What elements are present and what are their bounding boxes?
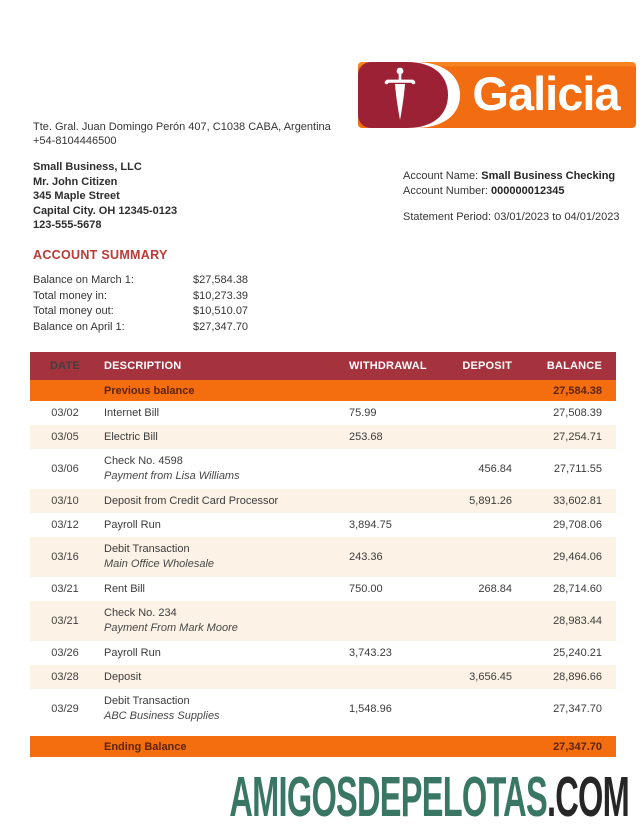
txn-deposit: 5,891.26 [469,495,512,507]
statement-period: Statement Period: 03/01/2023 to 04/01/2023 [403,211,620,223]
header-withdrawal: WITHDRAWAL [349,360,427,372]
previous-balance-row [30,380,616,401]
txn-date: 03/21 [51,615,79,627]
txn-date: 03/12 [51,519,79,531]
summary-label: Total money in: [33,289,107,302]
txn-description [100,670,345,685]
summary-row [33,289,363,305]
txn-description [100,430,345,445]
summary-row [33,320,363,336]
txn-balance: 28,714.60 [553,583,602,595]
table-row [30,689,616,729]
txn-description-memo: Payment From Mark Moore [104,622,238,634]
summary-label: Total money out: [33,305,114,317]
txn-date: 03/05 [51,431,79,443]
txn-description-main: Payroll Run [104,518,161,531]
footer-brand-suffix: .COM [546,766,629,829]
txn-description [100,494,345,509]
account-number-label: Account Number: [403,184,492,197]
customer-line: 345 Maple Street [33,190,120,202]
txn-description-main: Debit Transaction [104,695,190,707]
txn-balance: 33,602.81 [553,495,602,507]
transaction-table [30,352,616,757]
customer-line: Small Business, LLC [33,161,142,173]
table-row [30,537,616,577]
txn-description-main: Internet Bill [104,406,160,419]
header-description: DESCRIPTION [104,360,182,372]
table-row [30,425,616,449]
txn-deposit: 456.84 [478,463,512,475]
customer-address-block [33,160,177,233]
txn-balance: 27,508.39 [553,407,602,419]
galicia-logo [358,62,636,128]
txn-balance: 28,896.66 [553,671,602,683]
footer-watermark [229,766,629,830]
table-row [30,513,616,537]
header-deposit: DEPOSIT [462,360,512,372]
previous-balance-label: Previous balance [104,384,195,397]
header-balance: BALANCE [546,360,602,372]
header-date: DATE [50,360,80,372]
txn-withdrawal: 75.99 [349,407,377,419]
galicia-wordmark: Galicia [472,67,620,120]
txn-description [100,406,345,421]
txn-description-main: Check No. 4598 [104,455,183,467]
txn-withdrawal: 1,548.96 [349,703,392,715]
txn-deposit: 268.84 [478,583,512,595]
txn-balance: 27,711.55 [553,463,602,475]
txn-balance: 25,240.21 [553,647,602,659]
summary-value: $10,510.07 [193,305,249,317]
account-name-value: Small Business Checking [481,170,616,182]
account-number-value: 000000012345 [491,184,565,197]
account-name-line [403,169,620,184]
summary-value: $27,347.70 [193,320,249,333]
txn-deposit: 3,656.45 [469,671,512,683]
txn-description-main: Deposit from Credit Card Processor [104,494,279,507]
summary-label: Balance on March 1: [33,274,134,286]
txn-description-main: Check No. 234 [104,607,177,619]
account-summary [33,248,363,335]
txn-date: 03/02 [51,407,79,419]
txn-description-memo: Main Office Wholesale [104,558,215,570]
txn-date: 03/29 [51,703,79,715]
table-row [30,665,616,689]
txn-withdrawal: 3,743.23 [349,647,392,659]
ending-balance-row [30,736,616,757]
previous-balance-value: 27,584.38 [553,384,602,397]
account-info-block [403,169,620,225]
table-row [30,489,616,513]
ending-balance-label: Ending Balance [104,740,187,753]
txn-description [100,606,345,636]
txn-description [100,694,345,724]
txn-balance: 27,254.71 [553,431,602,443]
txn-description [100,542,345,572]
table-row [30,577,616,601]
txn-description [100,454,345,484]
txn-description [100,582,345,597]
summary-value: $27,584.38 [193,274,249,286]
txn-date: 03/10 [51,495,79,507]
table-row [30,401,616,425]
txn-balance: 28,983.44 [553,615,602,627]
summary-value: $10,273.39 [193,289,249,302]
bank-phone: +54-8104446500 [33,135,117,147]
transaction-rows [30,401,616,729]
bank-address-line: Tte. Gral. Juan Domingo Perón 407, C1038 CABA, Argentina [33,121,331,133]
txn-description-memo: Payment from Lisa Williams [104,470,240,482]
txn-withdrawal: 750.00 [349,583,383,595]
txn-date: 03/28 [51,671,79,683]
txn-withdrawal: 3,894.75 [349,519,392,531]
txn-balance: 27,347.70 [553,703,602,715]
summary-label: Balance on April 1: [33,320,125,333]
txn-date: 03/26 [51,647,79,659]
txn-description [100,646,345,661]
txn-description-main: Debit Transaction [104,543,190,555]
customer-line: Mr. John Citizen [33,175,118,188]
txn-description [100,518,345,533]
txn-date: 03/21 [51,583,79,595]
txn-withdrawal: 243.36 [349,551,383,563]
summary-row [33,304,363,320]
account-number-line [403,184,620,199]
table-header-row [30,352,616,380]
txn-balance: 29,464.06 [553,551,602,563]
txn-description-main: Electric Bill [104,430,158,443]
txn-balance: 29,708.06 [553,519,602,531]
summary-row [33,273,363,289]
txn-withdrawal: 253.68 [349,431,383,443]
txn-date: 03/16 [51,551,79,563]
ending-balance-value: 27,347.70 [553,740,602,753]
txn-description-memo: ABC Business Supplies [104,710,220,722]
txn-description-main: Rent Bill [104,582,145,595]
table-row [30,641,616,665]
account-summary-title: ACCOUNT SUMMARY [33,248,168,262]
customer-line: Capital City. OH 12345-0123 [33,204,178,217]
footer-brand-main: AMIGOSDEPELOTAS [229,766,547,829]
galicia-emblem-icon [358,62,462,128]
txn-description-main: Payroll Run [104,646,161,659]
bank-address-block [33,120,331,148]
table-row [30,601,616,641]
account-name-label: Account Name: [403,170,482,182]
txn-description-main: Deposit [104,670,142,683]
txn-date: 03/06 [51,463,79,475]
table-row [30,449,616,489]
customer-line: 123-555-5678 [33,219,102,231]
